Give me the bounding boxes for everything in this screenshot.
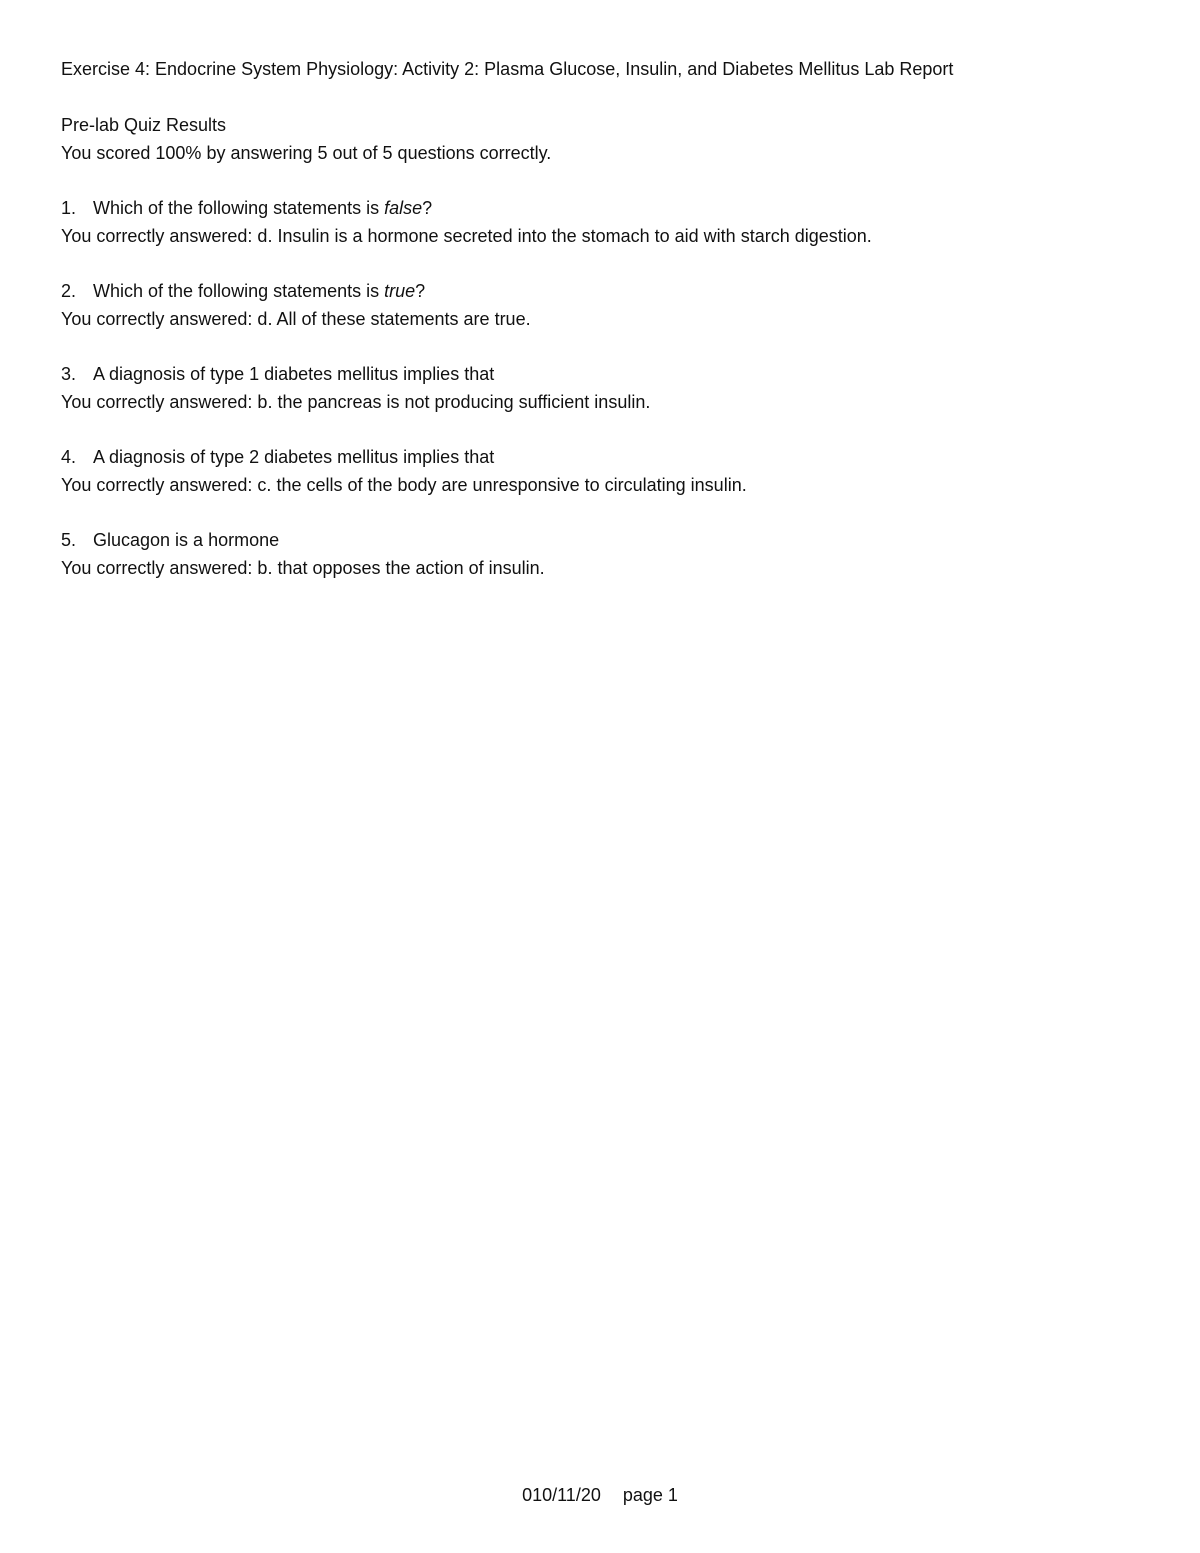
question-item — [61, 277, 1161, 333]
score-line: You scored 100% by answering 5 out of 5 questions correctly. — [61, 143, 552, 163]
question-text: A diagnosis of type 2 diabetes mellitus implies that — [93, 447, 495, 467]
results-heading: Pre-lab Quiz Results — [61, 115, 227, 135]
document-title: Exercise 4: Endocrine System Physiology: Activity 2: Plasma Glucose, Insulin, and Diabetes Mellitus Lab Report — [61, 59, 954, 79]
question-prompt — [61, 443, 1161, 471]
question-number: 3. — [61, 364, 77, 384]
footer-date: 010/11/20 — [522, 1485, 601, 1505]
question-answer: You correctly answered: b. that opposes the action of insulin. — [61, 558, 545, 578]
question-text: Which of the following statements is — [93, 281, 385, 301]
question-item — [61, 443, 1161, 499]
question-punctuation: ? — [422, 198, 433, 218]
question-number: 5. — [61, 530, 77, 550]
page-footer — [0, 1481, 1200, 1509]
question-emphasis: false — [384, 198, 423, 218]
question-answer: You correctly answered: d. Insulin is a hormone secreted into the stomach to aid with starch digestion. — [61, 226, 872, 246]
question-prompt — [61, 526, 1161, 554]
document-page — [61, 55, 1161, 609]
question-prompt — [61, 277, 1161, 305]
question-answer: You correctly answered: b. the pancreas is not producing sufficient insulin. — [61, 392, 651, 412]
question-emphasis: true — [384, 281, 416, 301]
quiz-results-summary — [61, 111, 1161, 167]
question-item — [61, 360, 1161, 416]
question-punctuation: ? — [415, 281, 426, 301]
question-number: 1. — [61, 198, 77, 218]
question-number: 2. — [61, 281, 77, 301]
question-prompt — [61, 360, 1161, 388]
question-answer: You correctly answered: c. the cells of the body are unresponsive to circulating insulin. — [61, 475, 747, 495]
page-number: page 1 — [622, 1485, 678, 1505]
question-text: Which of the following statements is — [93, 198, 385, 218]
question-number: 4. — [61, 447, 77, 467]
question-text: A diagnosis of type 1 diabetes mellitus implies that — [93, 364, 495, 384]
question-answer: You correctly answered: d. All of these statements are true. — [61, 309, 531, 329]
question-prompt — [61, 194, 1161, 222]
question-text: Glucagon is a hormone — [93, 530, 280, 550]
question-item — [61, 194, 1161, 250]
question-item — [61, 526, 1161, 582]
